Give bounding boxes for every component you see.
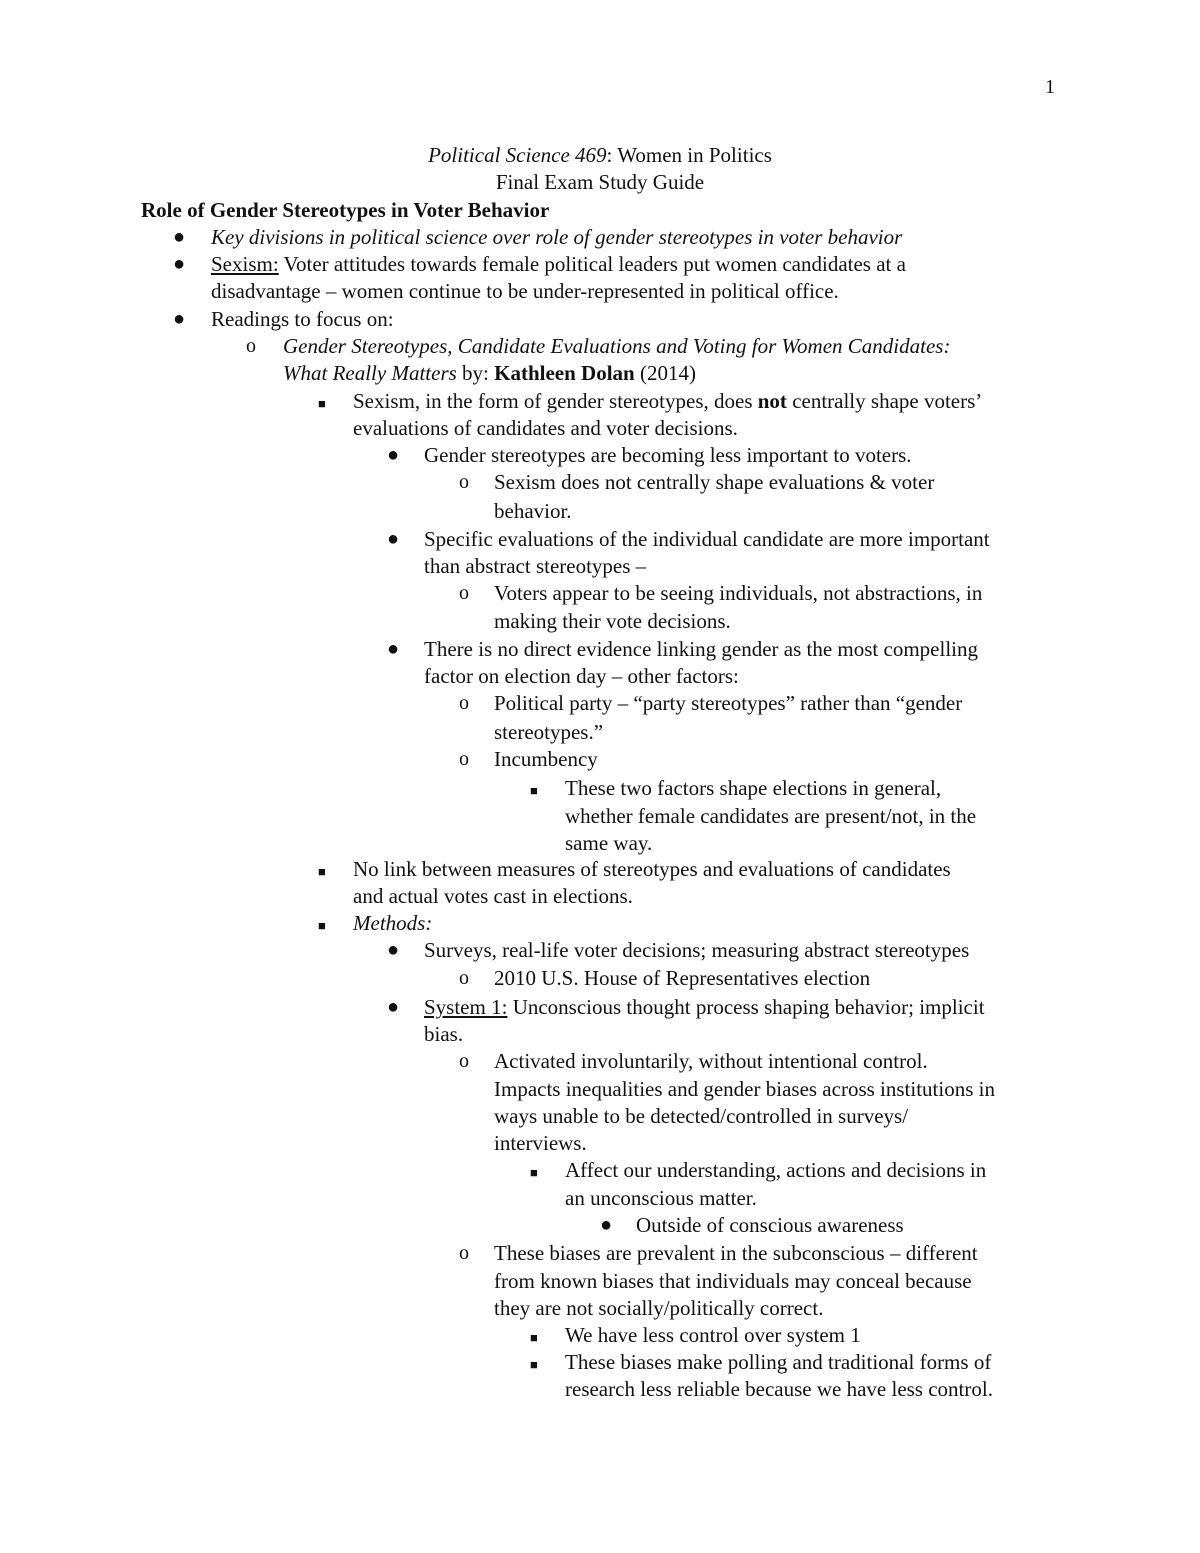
list-item: Readings to focus on: (211, 307, 394, 331)
square-bullet: ■ (318, 864, 326, 879)
list-item: System 1: Unconscious thought process shaping behavior; implicit (424, 995, 985, 1019)
circle-bullet: o (459, 582, 469, 604)
list-item: Affect our understanding, actions and decisions in (565, 1158, 987, 1182)
square-bullet: ■ (530, 783, 538, 798)
square-bullet: ■ (318, 918, 326, 933)
list-item-continued: research less reliable because we have less control. (565, 1377, 993, 1401)
list-item: These two factors shape elections in general, (565, 776, 942, 800)
list-item-continued: ways unable to be detected/controlled in surveys/ (494, 1104, 909, 1128)
list-item: Sexism, in the form of gender stereotypes, does not centrally shape voters’ (353, 389, 983, 413)
list-item: Key divisions in political science over role of gender stereotypes in voter behavior (211, 225, 903, 249)
list-item: Political party – “party stereotypes” rather than “gender (494, 691, 963, 715)
disc-bullet: ● (173, 226, 186, 248)
list-item: These biases make polling and traditional forms of (565, 1350, 992, 1374)
circle-bullet: o (459, 1050, 469, 1072)
list-item-continued: factor on election day – other factors: (424, 664, 739, 688)
list-item: No link between measures of stereotypes and evaluations of candidates (353, 857, 951, 881)
list-item-continued: stereotypes.” (494, 720, 604, 744)
list-item-continued: disadvantage – women continue to be under-represented in political office. (211, 279, 839, 303)
square-bullet: ■ (318, 396, 326, 411)
disc-bullet: ● (387, 638, 400, 660)
circle-bullet: o (459, 1242, 469, 1264)
guide-subtitle: Final Exam Study Guide (495, 170, 705, 194)
list-item-continued: and actual votes cast in elections. (353, 884, 633, 908)
list-item: There is no direct evidence linking gender as the most compelling (424, 637, 978, 661)
list-item: Methods: (353, 911, 433, 935)
reading-title: Gender Stereotypes, Candidate Evaluations and Voting for Women Candidates: (283, 334, 951, 358)
disc-bullet: ● (387, 444, 400, 466)
list-item: Incumbency (494, 747, 598, 771)
list-item-continued: from known biases that individuals may conceal because (494, 1269, 972, 1293)
circle-bullet: o (459, 967, 469, 989)
disc-bullet: ● (173, 253, 186, 275)
list-item: We have less control over system 1 (565, 1323, 861, 1347)
disc-bullet: ● (173, 308, 186, 330)
list-item: Sexism does not centrally shape evaluations & voter (494, 470, 935, 494)
page-number: 1 (1045, 76, 1055, 98)
disc-bullet: ● (387, 996, 400, 1018)
list-item-continued: than abstract stereotypes – (424, 554, 647, 578)
list-item-continued: behavior. (494, 499, 572, 523)
reading-title-continued: What Really Matters by: Kathleen Dolan (2014) (283, 361, 696, 385)
list-item-continued: whether female candidates are present/not, in the (565, 804, 977, 828)
list-item: Specific evaluations of the individual candidate are more important (424, 527, 990, 551)
list-item-continued: evaluations of candidates and voter decisions. (353, 416, 738, 440)
square-bullet: ■ (530, 1357, 538, 1372)
disc-bullet: ● (600, 1214, 613, 1236)
list-item: Outside of conscious awareness (636, 1213, 904, 1237)
list-item-continued: bias. (424, 1022, 464, 1046)
list-item-continued: interviews. (494, 1131, 587, 1155)
square-bullet: ■ (530, 1330, 538, 1345)
course-title: Political Science 469: Women in Politics (428, 143, 772, 167)
list-item: Sexism: Voter attitudes towards female political leaders put women candidates at a (211, 252, 906, 276)
list-item: Gender stereotypes are becoming less important to voters. (424, 443, 912, 467)
list-item-continued: same way. (565, 831, 653, 855)
list-item: These biases are prevalent in the subconscious – different (494, 1241, 978, 1265)
section-heading: Role of Gender Stereotypes in Voter Behavior (141, 198, 550, 222)
list-item: 2010 U.S. House of Representatives election (494, 966, 871, 990)
square-bullet: ■ (530, 1165, 538, 1180)
list-item: Voters appear to be seeing individuals, not abstractions, in (494, 581, 983, 605)
circle-bullet: o (459, 692, 469, 714)
list-item-continued: making their vote decisions. (494, 609, 731, 633)
circle-bullet: o (459, 748, 469, 770)
list-item-continued: Impacts inequalities and gender biases across institutions in (494, 1077, 995, 1101)
list-item-continued: an unconscious matter. (565, 1186, 757, 1210)
disc-bullet: ● (387, 528, 400, 550)
disc-bullet: ● (387, 939, 400, 961)
list-item-continued: they are not socially/politically correct. (494, 1296, 824, 1320)
list-item: Surveys, real-life voter decisions; measuring abstract stereotypes (424, 938, 970, 962)
list-item: Activated involuntarily, without intentional control. (494, 1049, 928, 1073)
circle-bullet: o (246, 335, 256, 357)
circle-bullet: o (459, 471, 469, 493)
